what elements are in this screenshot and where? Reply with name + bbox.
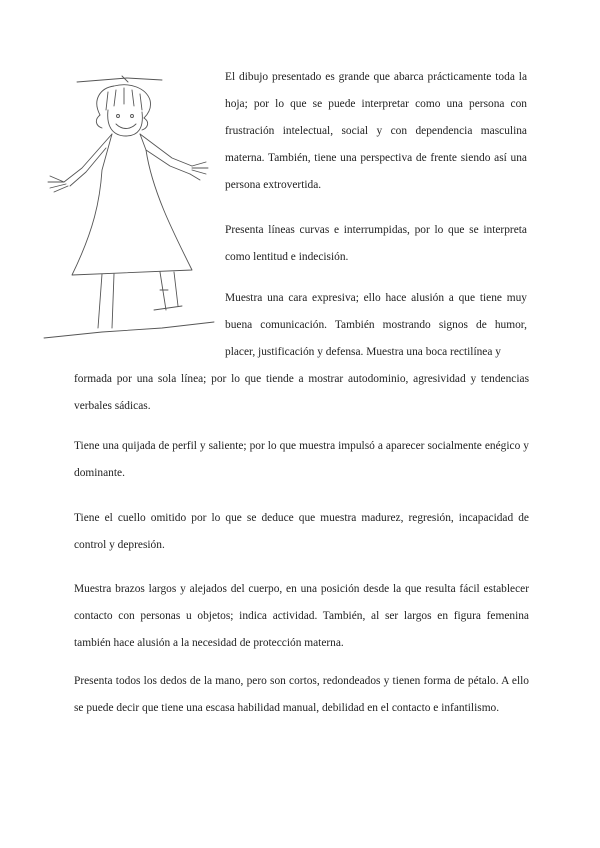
paragraph-fingers-analysis: Presenta todos los dedos de la mano, pero son cortos, redondeados y tienen forma de pétalo. A ello se puede decir que tiene una escasa habilidad manual, debilidad en el contacto e infantilismo.: [74, 675, 529, 714]
child-drawing-figure: [42, 70, 217, 345]
paragraph-neck-analysis: Tiene el cuello omitido por lo que se deduce que muestra madurez, regresión, incapacidad de control y depresión.: [74, 512, 529, 551]
paragraph-jaw-analysis: Tiene una quijada de perfil y saliente; por lo que muestra impulsó a aparecer socialmente enégico y dominante.: [74, 440, 529, 479]
paragraph-mouth-analysis: formada por una sola línea; por lo que tiende a mostrar autodominio, agresividad y tendencias verbales sádicas.: [74, 373, 529, 412]
paragraph-lines-analysis: Presenta líneas curvas e interrumpidas, por lo que se interpreta como lentitud e indecisión.: [225, 224, 527, 263]
paragraph-face-analysis: Muestra una cara expresiva; ello hace alusión a que tiene muy buena comunicación. También mostrando signos de humor, placer, justificación y defensa. Muestra una boca rectilínea y: [225, 292, 527, 358]
paragraph-size-analysis: El dibujo presentado es grande que abarca prácticamente toda la hoja; por lo que se puede interpretar como una persona con frustración intelectual, social y con dependencia masculina materna. También, tiene una perspectiva de frente siendo así una persona extrovertida.: [225, 71, 527, 191]
paragraph-arms-analysis: Muestra brazos largos y alejados del cuerpo, en una posición desde la que resulta fácil establecer contacto con personas u objetos; indica actividad. También, al ser largos en figura femenina también hace alusión a la necesidad de protección materna.: [74, 583, 529, 649]
